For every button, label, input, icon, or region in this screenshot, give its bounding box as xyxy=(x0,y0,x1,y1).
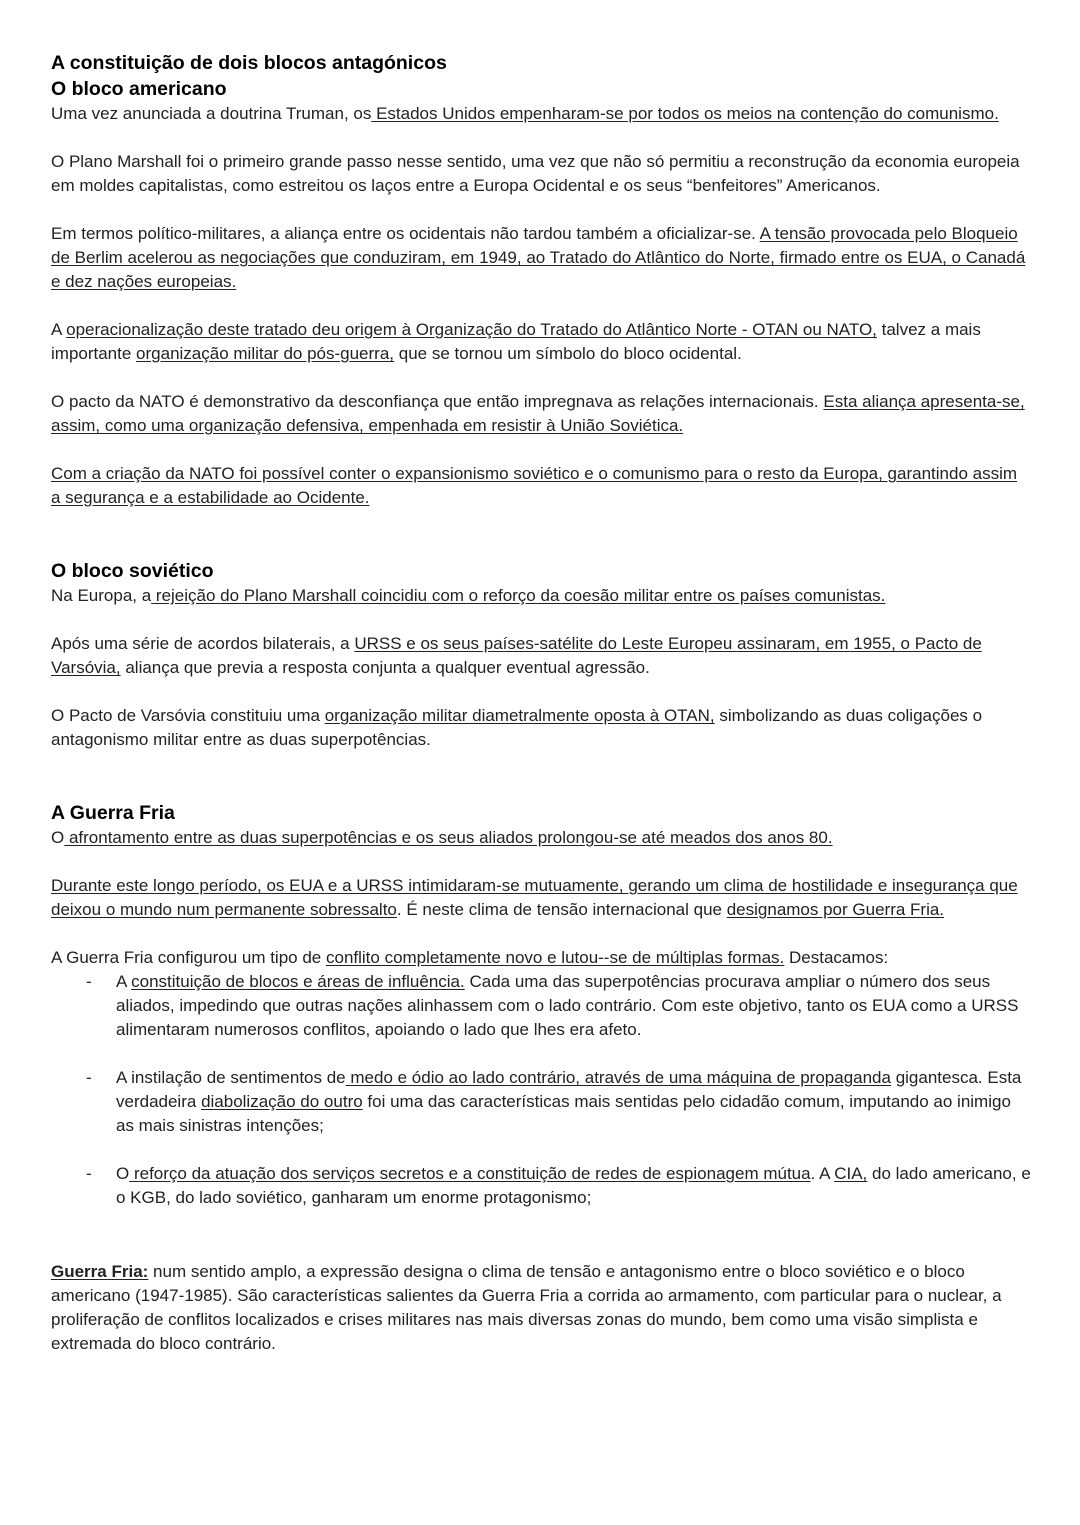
underlined-text: A tensão provocada pelo Bloqueio de Berlim acelerou as negociações que conduziram, em 1949, ao Tratado do Atlântico do Norte, firmado entre os EUA, o Canadá e dez nações europeias. xyxy=(51,224,1026,291)
list-item: - A instilação de sentimentos de medo e ódio ao lado contrário, através de uma máquina de propaganda gigantesca. Esta verdadeira diabolização do outro foi uma das características mais sentidas pelo cidadão comum, imputando ao inimigo as mais sinistras intenções; xyxy=(51,1066,1031,1138)
paragraph-plano-marshall: O Plano Marshall foi o primeiro grande passo nesse sentido, uma vez que não só permitiu a reconstrução da economia europeia em moldes capitalistas, como estreitou os laços entre a Europa Ocidental e os seus “benfeitores” Americanos. xyxy=(51,152,1020,195)
paragraph-intimidacao: Durante este longo período, os EUA e a URSS intimidaram-se mutuamente, gerando um clima de hostilidade e insegurança que deixou o mundo num permanente sobressalto. É neste clima de tensão internacional que designamos por Guerra Fria. xyxy=(51,876,1018,919)
definition-guerra-fria: Guerra Fria: num sentido amplo, a expressão designa o clima de tensão e antagonismo entre o bloco soviético e o bloco americano (1947-1985). São características salientes da Guerra Fria a corrida ao armamento, com particular para o nuclear, a proliferação de conflitos localizados e crises militares nas mais diversas zonas do mundo, bem como uma visão simplista e extremada do bloco contrário. xyxy=(51,1262,1002,1353)
paragraph-tratado-atlantico: Em termos político-militares, a aliança entre os ocidentais não tardou também a oficializar-se. A tensão provocada pelo Bloqueio de Berlim acelerou as negociações que conduziram, em 1949, ao Tratado do Atlântico do Norte, firmado entre os EUA, o Canadá e dez nações europeias. xyxy=(51,224,1026,291)
underlined-text: diabolização do outro xyxy=(201,1092,363,1111)
underlined-text: organização militar do pós-guerra, xyxy=(136,344,395,363)
paragraph-pacto-varsovia: Após uma série de acordos bilaterais, a URSS e os seus países-satélite do Leste Europeu assinaram, em 1955, o Pacto de Varsóvia, aliança que previa a resposta conjunta a qualquer eventual agressão. xyxy=(51,634,982,677)
underlined-text: Esta aliança apresenta-se, assim, como uma organização defensiva, empenhada em resistir à União Soviética. xyxy=(51,392,1025,435)
underlined-text: medo e ódio ao lado contrário, através de uma máquina de propaganda xyxy=(345,1068,891,1087)
underlined-text: Com a criação da NATO foi possível conter o expansionismo soviético e o comunismo para o resto da Europa, garantindo assim a segurança e a estabilidade ao Ocidente. xyxy=(51,464,1018,507)
dash-list xyxy=(51,970,1031,1210)
underlined-text: CIA, xyxy=(834,1164,868,1183)
paragraph-organizacao-oposta: O Pacto de Varsóvia constituiu uma organização militar diametralmente oposta à OTAN, simbolizando as duas coligações o antagonismo militar entre as duas superpotências. xyxy=(51,706,983,749)
paragraph-truman: Uma vez anunciada a doutrina Truman, os Estados Unidos empenharam-se por todos os meios na contenção do comunismo. xyxy=(51,104,999,123)
document-page xyxy=(51,50,1031,1356)
paragraph-rejeicao-marshall: Na Europa, a rejeição do Plano Marshall coincidiu com o reforço da coesão militar entre os países comunistas. xyxy=(51,586,886,605)
paragraph-otan: A operacionalização deste tratado deu origem à Organização do Tratado do Atlântico Norte - OTAN ou NATO, talvez a mais importante organização militar do pós-guerra, que se tornou um símbolo do bloco ocidental. xyxy=(51,320,981,363)
list-item: - A constituição de blocos e áreas de influência. Cada uma das superpotências procurava ampliar o número dos seus aliados, impedindo que outras nações alinhassem com o lado contrário. Com este objetivo, tanto os EUA como a URSS alimentaram numerosos conflitos, apoiando o lado que lhes era afeto. xyxy=(51,970,1031,1042)
subtitle-guerra-fria: A Guerra Fria xyxy=(51,802,175,824)
paragraph-criacao-nato xyxy=(51,462,1031,510)
subtitle-bloco-americano: O bloco americano xyxy=(51,78,227,100)
underlined-text: designamos por Guerra Fria. xyxy=(726,900,945,919)
underlined-text: conflito completamente novo e lutou--se de múltiplas formas. xyxy=(325,948,785,967)
list-item: - O reforço da atuação dos serviços secretos e a constituição de redes de espionagem mútua. A CIA, do lado americano, e o KGB, do lado soviético, ganharam um enorme protagonismo; xyxy=(51,1162,1031,1210)
subtitle-bloco-sovietico: O bloco soviético xyxy=(51,560,214,582)
underlined-text: afrontamento entre as duas superpotências e os seus aliados prolongou-se até meados dos anos 80. xyxy=(64,828,833,847)
paragraph-conflito-novo: A Guerra Fria configurou um tipo de conflito completamente novo e lutou--se de múltiplas formas. Destacamos: xyxy=(51,948,889,967)
underlined-text: constituição de blocos e áreas de influência. xyxy=(131,972,465,991)
underlined-text: operacionalização deste tratado deu origem à Organização do Tratado do Atlântico Norte - OTAN ou NATO, xyxy=(66,320,877,339)
underlined-text: Durante este longo período, os EUA e a URSS intimidaram-se mutuamente, gerando um clima de hostilidade e insegurança que deixou o mundo num permanente sobressalto xyxy=(51,876,1018,919)
underlined-text: organização militar diametralmente oposta à OTAN, xyxy=(324,706,715,725)
definition-term: Guerra Fria: xyxy=(51,1262,149,1281)
section-title-blocos: A constituição de dois blocos antagónicos xyxy=(51,52,447,74)
underlined-text: URSS e os seus países-satélite do Leste Europeu assinaram, em 1955, o Pacto de Varsóvia, xyxy=(51,634,982,677)
paragraph-pacto-nato: O pacto da NATO é demonstrativo da desconfiança que então impregnava as relações internacionais. Esta aliança apresenta-se, assim, como uma organização defensiva, empenhada em resistir à União Soviética. xyxy=(51,392,1025,435)
underlined-text: reforço da atuação dos serviços secretos e a constituição de redes de espionagem mútua xyxy=(129,1164,811,1183)
paragraph-afrontamento: O afrontamento entre as duas superpotências e os seus aliados prolongou-se até meados dos anos 80. xyxy=(51,828,833,847)
underlined-text: rejeição do Plano Marshall coincidiu com o reforço da coesão militar entre os países comunistas. xyxy=(151,586,886,605)
underlined-text: Estados Unidos empenharam-se por todos os meios na contenção do comunismo. xyxy=(371,104,999,123)
